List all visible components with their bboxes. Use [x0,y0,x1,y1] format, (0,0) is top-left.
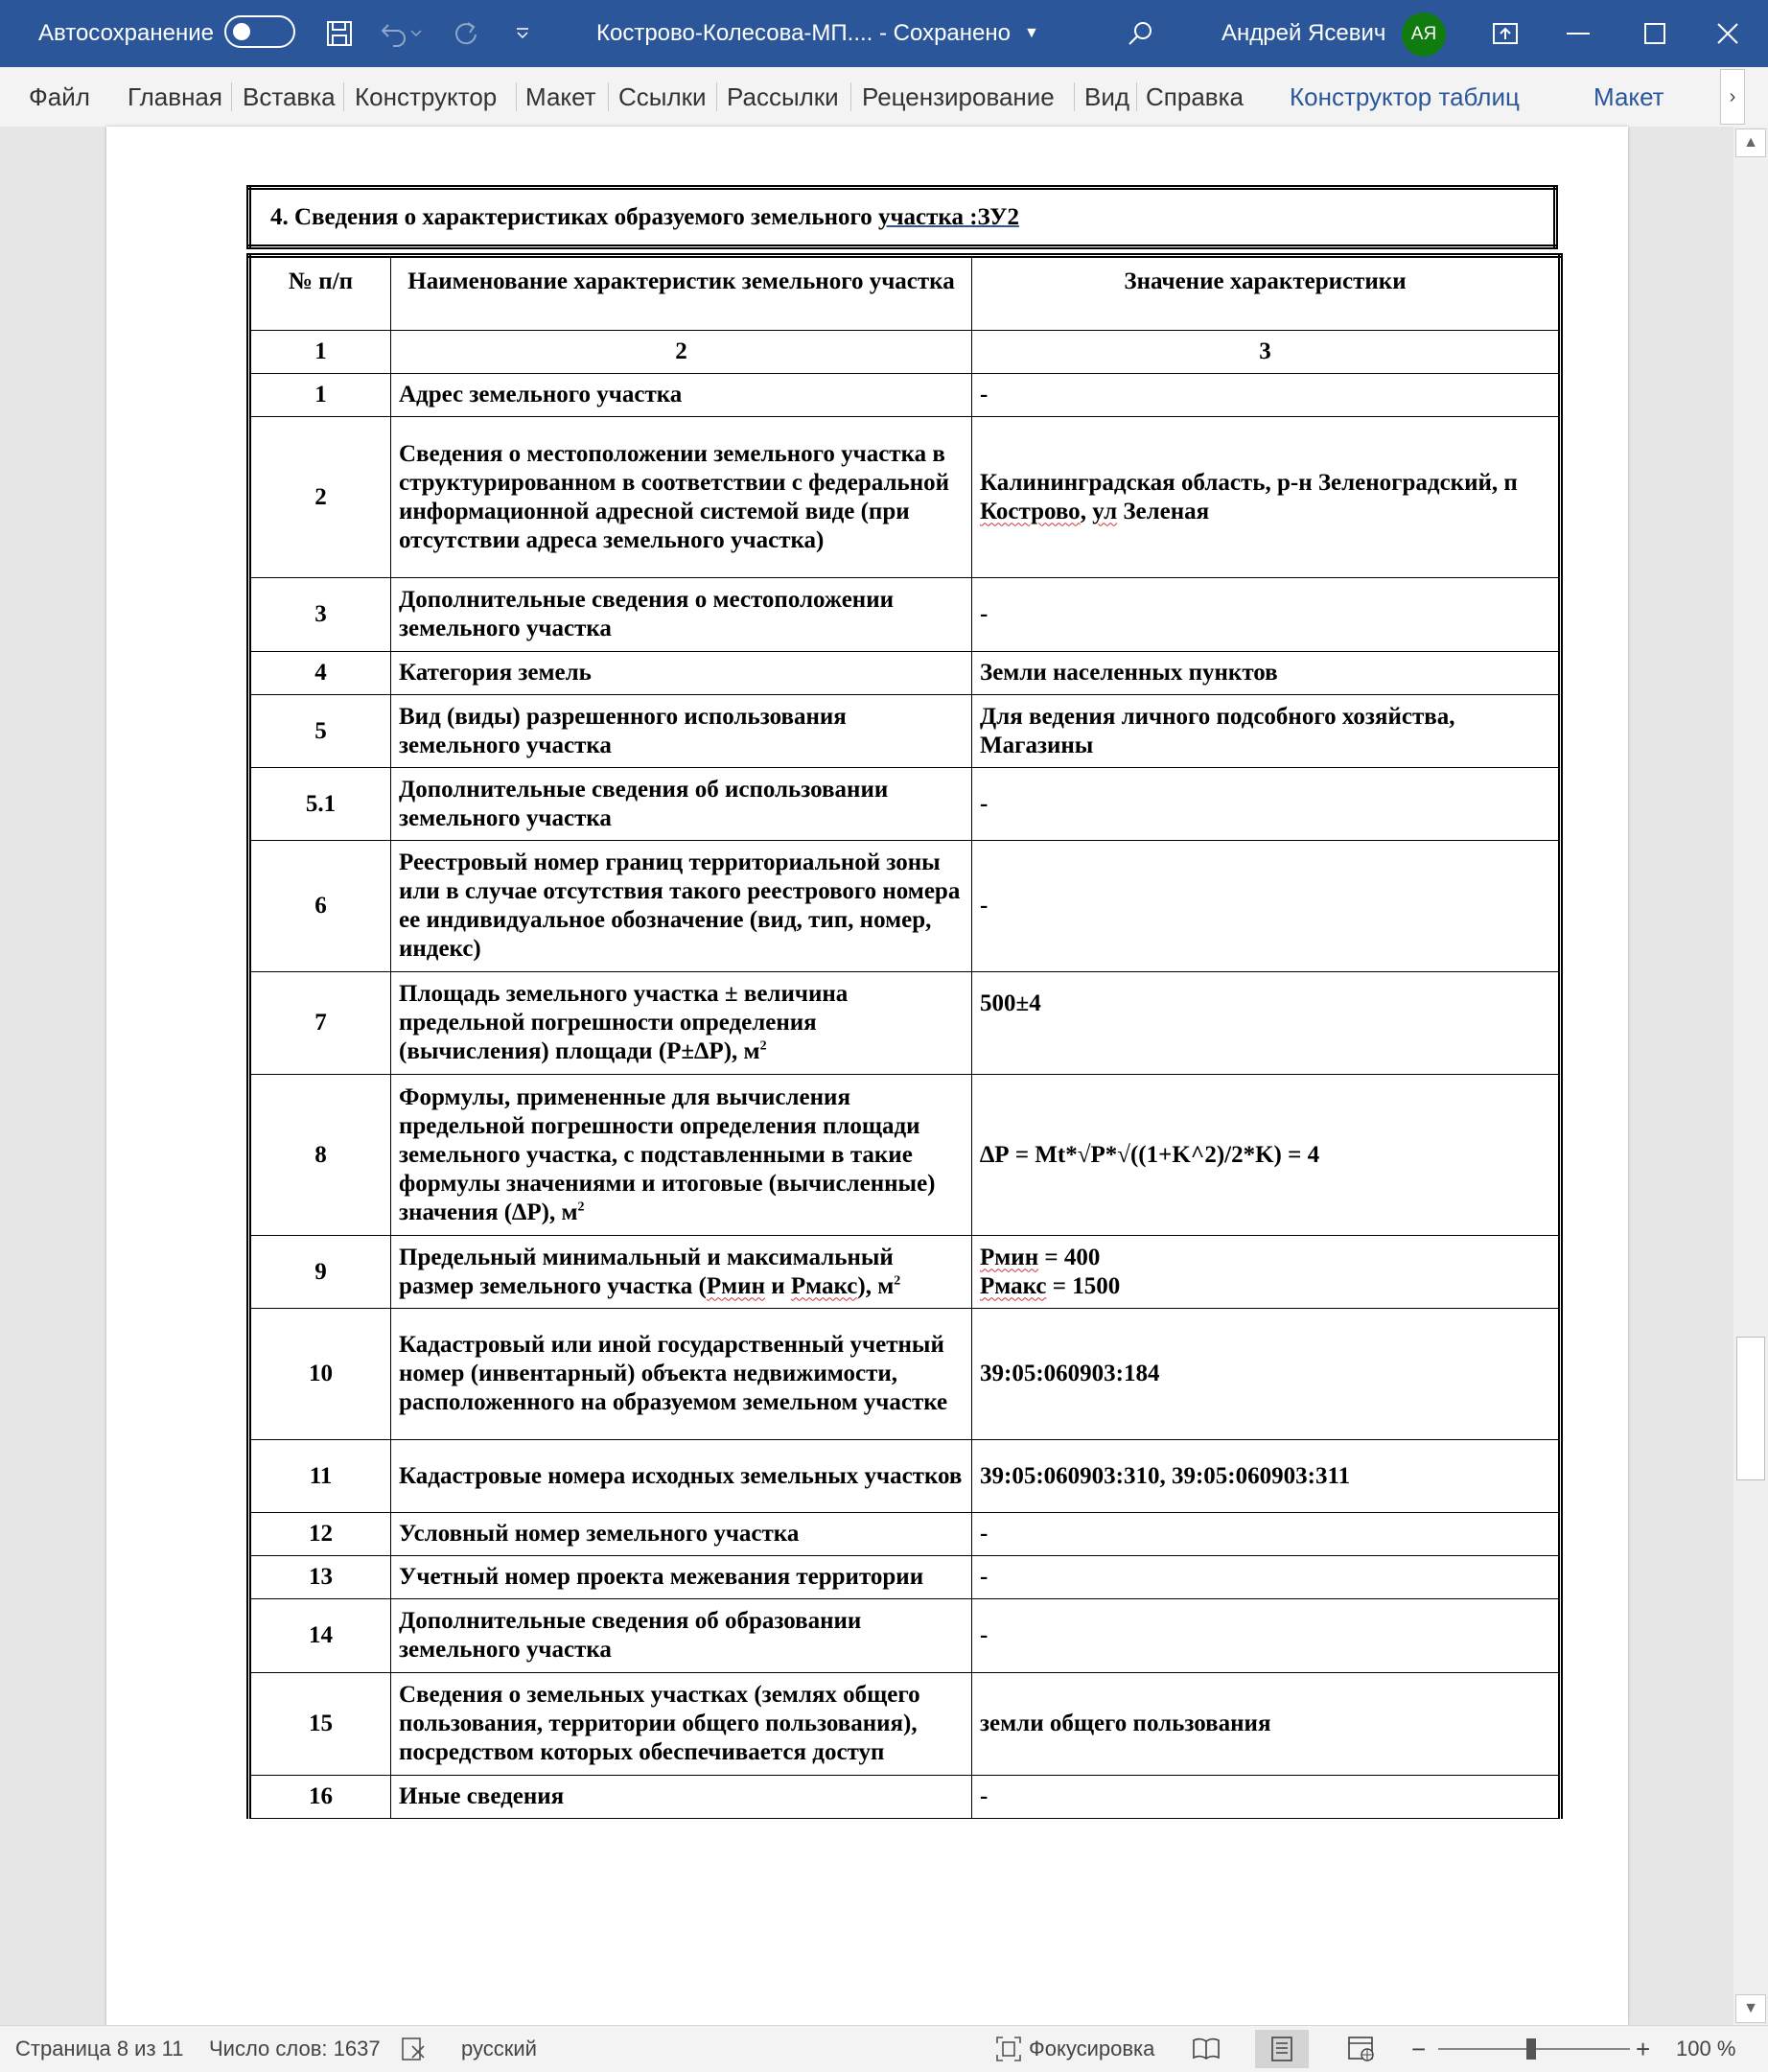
row-number: 12 [249,1513,391,1556]
tab-review[interactable]: Рецензирование [862,81,1055,111]
section-title: 4. Сведения о характеристиках образуемого земельного участка :ЗУ2 [270,204,1019,230]
minimize-icon[interactable] [1542,0,1615,67]
row-number: 3 [249,578,391,652]
row-value: 500±4 [972,972,1561,1075]
row-value: 39:05:060903:184 [972,1309,1561,1440]
row-name: Условный номер земельного участка [391,1513,972,1556]
tab-separator [608,82,609,111]
table-row [249,841,1561,972]
row-value: - [972,841,1561,972]
autosave-label: Автосохранение [38,20,214,46]
row-number: 8 [249,1075,391,1236]
tab-insert[interactable]: Вставка [243,81,336,111]
undo-dropdown-icon[interactable] [407,14,426,53]
row-name: Реестровый номер границ территориальной зоны или в случае отсутствия такого реестрового номера ее индивидуальное обозначение (вид, тип, номер, индекс) [391,841,972,972]
row-name: Иные сведения [391,1776,972,1819]
row-number: 9 [249,1236,391,1309]
row-value: Земли населенных пунктов [972,652,1561,695]
scroll-down-icon[interactable]: ▼ [1735,1994,1766,2023]
tab-table-design[interactable]: Конструктор таблиц [1290,81,1520,111]
focus-icon[interactable] [995,2026,1022,2072]
row-value: - [972,1776,1561,1819]
tab-separator [231,82,232,111]
tab-mailings[interactable]: Рассылки [727,81,839,111]
row-name: Предельный минимальный и максимальный размер земельного участка (Рмин и Рмакс), $м^2$ [391,1236,972,1309]
table-row [249,1440,1561,1513]
tab-separator [516,82,517,111]
row-number: 14 [249,1599,391,1673]
spelling-mark: Кострово [980,498,1081,524]
row-number: 11 [249,1440,391,1513]
row-value: - [972,1599,1561,1673]
toggle-knob [233,23,250,40]
row-value: - [972,768,1561,841]
search-icon[interactable] [1122,14,1160,53]
row-number: 7 [249,972,391,1075]
characteristics-table[interactable] [246,253,1563,1819]
tab-separator [850,82,851,111]
tab-separator [716,82,717,111]
row-name: Площадь земельного участка ± величина предельной погрешности определения (вычисления) площади (Р±∆Р), $м^2$ [391,972,972,1075]
zoom-slider-thumb[interactable] [1526,2038,1536,2060]
save-icon[interactable] [320,14,359,53]
title-bar [0,0,1768,67]
row-value: ∆Р = Mt*√P*√((1+K^2)/2*K) = 4 [972,1075,1561,1236]
table-row [249,1236,1561,1309]
user-name[interactable]: Андрей Ясевич [1221,20,1386,46]
focus-mode-button[interactable]: Фокусировка [1029,2037,1155,2060]
table-header-row [249,256,1561,331]
spelling-mark: Рмакс [980,1272,1047,1299]
row-number: 5 [249,695,391,768]
tab-home[interactable]: Главная [128,81,222,111]
row-number: 2 [249,417,391,578]
spelling-mark: Рмакс [790,1272,858,1299]
table-row [249,374,1561,417]
tab-references[interactable]: Ссылки [618,81,707,111]
table-row [249,695,1561,768]
table-row [249,1513,1561,1556]
zoom-in-button[interactable]: + [1636,2034,1651,2063]
avatar[interactable]: АЯ [1402,12,1446,57]
tab-design[interactable]: Конструктор [355,81,498,111]
row-name: Формулы, примененные для вычисления предельной погрешности определения площади земельного участка, с подставленными в такие формулы значениями и итоговые (вычисленные) значения (∆Р), $м^2$ [391,1075,972,1236]
table-row [249,578,1561,652]
row-number: 5.1 [249,768,391,841]
close-icon[interactable] [1691,0,1764,67]
table-row [249,768,1561,841]
row-number: 6 [249,841,391,972]
spelling-mark: Рмин [980,1244,1039,1270]
tab-file[interactable]: Файл [29,81,90,111]
customize-qat-icon[interactable] [503,14,542,53]
table-row [249,1309,1561,1440]
row-name: Кадастровый или иной государственный учетный номер (инвентарный) объекта недвижимости, расположенного на образуемом земельном участке [391,1309,972,1440]
document-title[interactable]: Кострово-Колесова-МП.... - Сохранено ▼ [596,20,1039,46]
header-number: № п/п [249,256,391,331]
read-mode-icon[interactable] [1179,2030,1233,2068]
row-value: - [972,1556,1561,1599]
row-value: Калининградская область, р-н Зеленоградский, п Кострово, ул Зеленая [972,417,1561,578]
row-name: Дополнительные сведения о местоположении земельного участка [391,578,972,652]
row-number: 10 [249,1309,391,1440]
row-number: 4 [249,652,391,695]
row-name: Дополнительные сведения об использовании земельного участка [391,768,972,841]
web-layout-icon[interactable] [1335,2030,1388,2068]
print-layout-icon[interactable] [1255,2030,1309,2068]
spelling-mark: ул [1092,498,1118,524]
ribbon-tabs [0,67,1768,128]
title-dropdown-icon[interactable]: ▼ [1023,25,1039,41]
table-row [249,1599,1561,1673]
tab-table-layout[interactable]: Макет [1594,81,1664,111]
zoom-level[interactable]: 100 % [1676,2037,1736,2060]
header-value: Значение характеристики [972,256,1561,331]
row-number: 1 [249,374,391,417]
row-number: 13 [249,1556,391,1599]
document-content[interactable] [246,185,1558,1819]
row-name: Вид (виды) разрешенного использования земельного участка [391,695,972,768]
row-name: Сведения о местоположении земельного участка в структурированном в соответствии с федеральной информационной адресной системой виде (при отсутствии адреса земельного участка) [391,417,972,578]
maximize-icon[interactable] [1618,0,1691,67]
row-value: Для ведения личного подсобного хозяйства, Магазины [972,695,1561,768]
row-value: Рмин = 400 Рмакс = 1500 [972,1236,1561,1309]
row-name: Сведения о земельных участках (землях общего пользования, территории общего пользования), посредством которых обеспечивается доступ [391,1673,972,1776]
tab-separator [1074,82,1075,111]
row-value: - [972,1513,1561,1556]
scrollbar-thumb[interactable] [1736,1337,1765,1480]
table-row [249,652,1561,695]
redo-icon[interactable] [447,14,485,53]
table-row [249,1556,1561,1599]
proofing-icon[interactable] [401,2026,428,2072]
status-bar [0,2025,1768,2072]
row-name: Кадастровые номера исходных земельных участков [391,1440,972,1513]
row-value: - [972,374,1561,417]
scroll-up-icon[interactable]: ▲ [1735,128,1766,157]
column-number: 3 [972,331,1561,374]
autosave-toggle[interactable] [224,15,295,48]
row-value: земли общего пользования [972,1673,1561,1776]
tab-separator [1136,82,1137,111]
row-number: 16 [249,1776,391,1819]
row-name: Дополнительные сведения об образовании земельного участка [391,1599,972,1673]
row-name: Категория земель [391,652,972,695]
tab-separator [343,82,344,111]
tab-view[interactable]: Вид [1084,81,1130,111]
header-name: Наименование характеристик земельного участка [391,256,972,331]
section-header-table [246,185,1558,249]
table-row [249,417,1561,578]
column-number-row [249,331,1561,374]
word-count[interactable]: Число слов: 1637 [209,2037,381,2060]
column-number: 2 [391,331,972,374]
ribbon-display-icon[interactable] [1469,0,1542,67]
table-row [249,1075,1561,1236]
vertical-scrollbar[interactable] [1733,127,1768,2025]
section-plot-link: участка :ЗУ2 [877,204,1019,230]
row-name: Адрес земельного участка [391,374,972,417]
table-row [249,972,1561,1075]
tab-layout[interactable]: Макет [525,81,596,111]
language-indicator[interactable]: русский [461,2037,537,2060]
table-row [249,1776,1561,1819]
column-number: 1 [249,331,391,374]
row-name: Учетный номер проекта межевания территории [391,1556,972,1599]
row-value: 39:05:060903:310, 39:05:060903:311 [972,1440,1561,1513]
zoom-out-button[interactable]: − [1411,2034,1427,2063]
page-count[interactable]: Страница 8 из 11 [15,2037,184,2060]
spelling-mark: Рмин [706,1272,765,1299]
ribbon-scroll-right-icon[interactable]: › [1720,69,1745,125]
row-value: - [972,578,1561,652]
tab-help[interactable]: Справка [1146,81,1244,111]
row-number: 15 [249,1673,391,1776]
table-row [249,1673,1561,1776]
